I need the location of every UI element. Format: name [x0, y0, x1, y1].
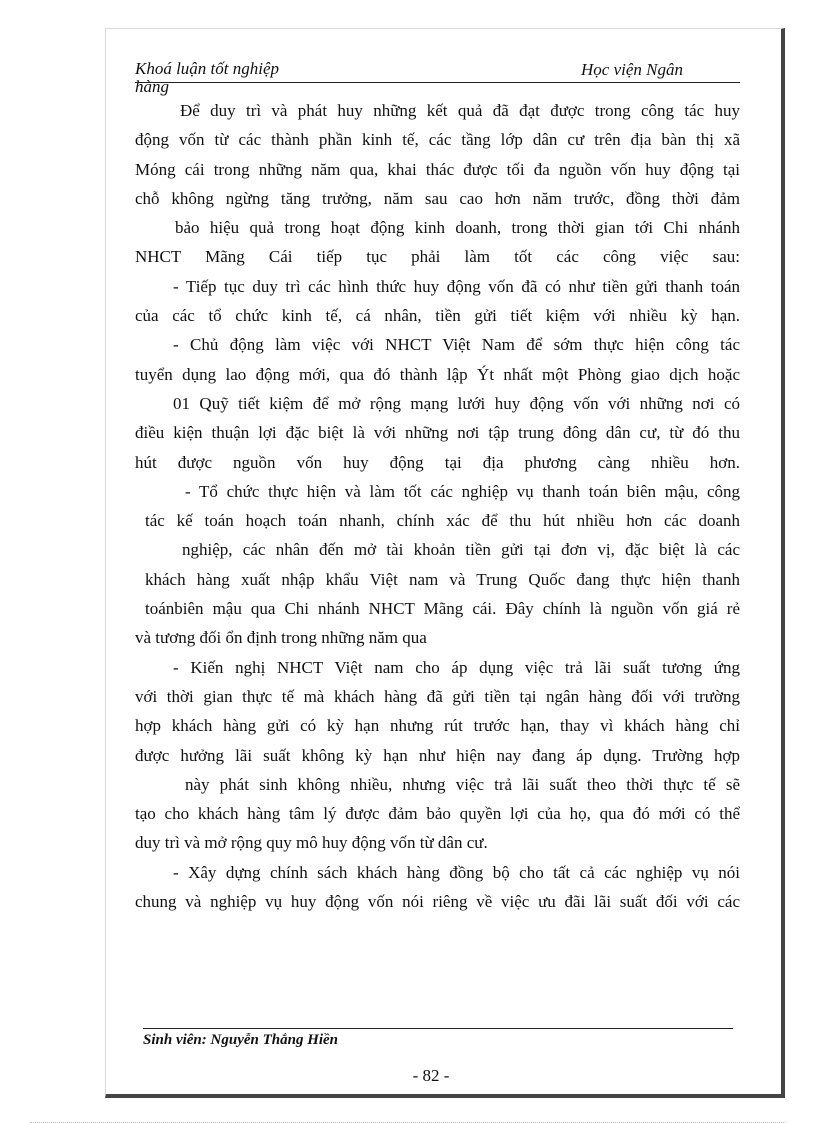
header-institution: Học viện Ngân — [581, 60, 683, 79]
text-line: NHCT Mãng Cái tiếp tục phải làm tốt các công việc sau: — [135, 247, 740, 267]
text-line: nghiệp, các nhân đến mở tài khoản tiền gửi tại đơn vị, đặc biệt là các — [182, 540, 740, 560]
text-line: - Tiếp tục duy trì các hình thức huy động vốn đã có như tiền gửi thanh toán — [173, 276, 740, 296]
text-line: tác kế toán hoạch toán nhanh, chính xác để thu hút nhiều hơn các doanh — [145, 511, 740, 531]
text-line: với thời gian thực tế mà khách hàng đã gửi tiền tại ngân hàng đối với trường — [135, 686, 740, 706]
text-line: và tương đối ổn định trong những năm qua — [135, 628, 427, 648]
text-line: - Xây dựng chính sách khách hàng đồng bộ cho tất cả các nghiệp vụ nói — [173, 862, 740, 882]
text-line: 01 Quỹ tiết kiệm để mở rộng mạng lưới huy động vốn với những nơi có — [173, 393, 740, 413]
text-line: của các tổ chức kinh tế, cá nhân, tiền gửi tiết kiệm với nhiều kỳ hạn. — [135, 306, 740, 326]
text-line: toánbiên mậu qua Chi nhánh NHCT Mãng cái. Đây chính là nguồn vốn giá rẻ — [145, 599, 740, 619]
footer-student-name: Sinh viên: Nguyễn Thắng Hiền — [143, 1032, 339, 1048]
text-line: chỗ không ngừng tăng trưởng, năm sau cao hơn năm trước, đồng thời đảm — [135, 188, 740, 208]
text-line: - Tổ chức thực hiện và làm tốt các nghiệp vụ thanh toán biên mậu, công — [185, 481, 740, 501]
text-line: duy trì và mở rộng quy mô huy động vốn từ dân cư. — [135, 833, 488, 853]
text-line: khách hàng xuất nhập khẩu Việt nam và Trung Quốc đang thực hiện thanh — [145, 569, 740, 589]
text-line: Móng cái trong những năm qua, khai thác được tối đa nguồn vốn huy động tại — [135, 159, 740, 179]
text-line: hợp khách hàng gửi có kỳ hạn nhưng rút trước hạn, thay vì khách hàng chỉ — [135, 716, 740, 736]
text-line: - Chủ động làm việc với NHCT Việt Nam để sớm thực hiện công tác — [173, 335, 740, 355]
text-line: điều kiện thuận lợi đặc biệt là với những nơi tập trung đông dân cư, từ đó thu — [135, 423, 740, 443]
text-line: tuyển dụng lao động mới, qua đó thành lập Ýt nhất một Phòng giao dịch hoặc — [135, 364, 740, 384]
header-divider — [135, 82, 740, 83]
text-line: tạo cho khách hàng tâm lý được đảm bảo quyền lợi của họ, qua đó mới có thể — [135, 804, 740, 824]
text-line: Để duy trì và phát huy những kết quả đã đạt được trong công tác huy — [180, 101, 740, 120]
text-line: này phát sinh không nhiều, nhưng việc trả lãi suất theo thời thực tế sẽ — [185, 774, 740, 794]
text-line: động vốn từ các thành phần kinh tế, các tầng lớp dân cư trên địa bàn thị xã — [135, 130, 740, 150]
header-thesis-title: Khoá luận tốt nghiệp hàng — [135, 59, 280, 96]
body-text — [135, 96, 740, 916]
page-number: - 82 - — [412, 1066, 450, 1085]
text-line: chung và nghiệp vụ huy động vốn nói riêng về việc ưu đãi lãi suất đối với các — [135, 892, 740, 912]
footer-divider — [143, 1028, 733, 1029]
text-line: bảo hiệu quả trong hoạt động kinh doanh, trong thời gian tới Chi nhánh — [175, 218, 740, 238]
text-line: - Kiến nghị NHCT Việt nam cho áp dụng việc trả lãi suất tương ứng — [173, 657, 740, 677]
text-line: hút được nguồn vốn huy động tại địa phương càng nhiều hơn. — [135, 452, 740, 472]
text-line: được hưởng lãi suất không kỳ hạn như hiện nay đang áp dụng. Trường hợp — [135, 745, 740, 765]
